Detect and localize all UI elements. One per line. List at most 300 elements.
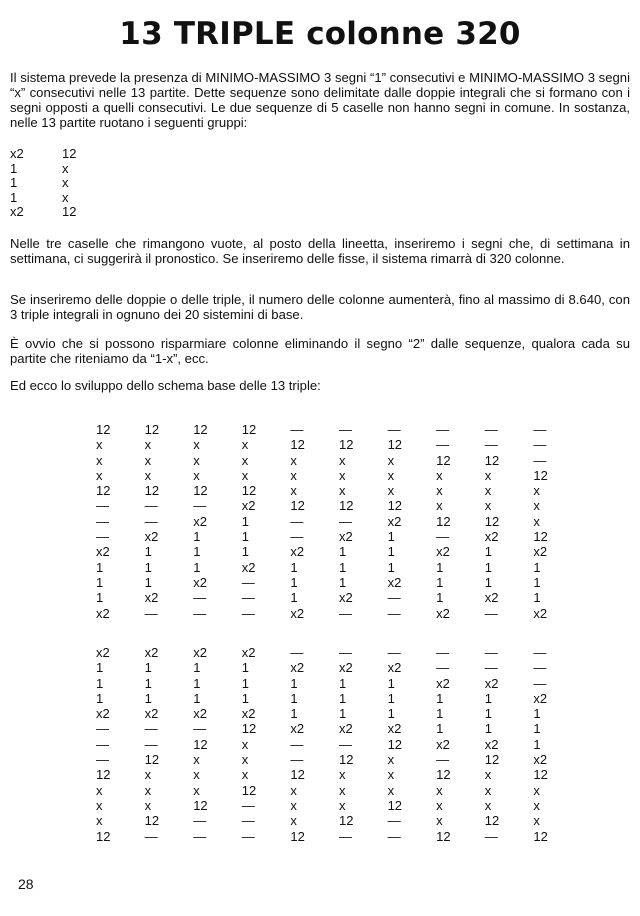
scheme-cell: x2 xyxy=(533,690,548,706)
scheme-cell: x2 xyxy=(338,721,353,737)
scheme-cell: — xyxy=(484,660,498,676)
scheme-cell: x xyxy=(144,467,152,483)
scheme-row xyxy=(96,422,582,437)
scheme-cell: x xyxy=(241,767,249,783)
scheme-cell: 1 xyxy=(144,675,152,691)
group-row xyxy=(10,205,102,220)
scheme-cell: x xyxy=(144,797,152,813)
scheme-row xyxy=(96,437,582,452)
scheme-cell: x xyxy=(484,483,492,499)
scheme-cell: 12 xyxy=(338,752,354,768)
scheme-cell: — xyxy=(387,590,401,606)
scheme-cell: — xyxy=(484,605,498,621)
scheme-cell: x xyxy=(533,513,540,529)
scheme-row xyxy=(96,721,582,736)
scheme-cell: 1 xyxy=(338,544,347,560)
scheme-cell: 1 xyxy=(533,736,541,752)
scheme-cell: 1 xyxy=(484,721,492,737)
group-cell: x2 xyxy=(10,146,24,161)
scheme-cell: 1 xyxy=(193,660,201,676)
scheme-cell: — xyxy=(338,513,352,529)
scheme-cell: x xyxy=(241,452,249,468)
scheme-cell: x xyxy=(193,437,200,453)
scheme-cell: x xyxy=(338,467,346,483)
scheme-cell: x2 xyxy=(290,544,305,560)
scheme-cell: x2 xyxy=(338,590,353,606)
scheme-cell: 12 xyxy=(96,483,111,499)
scheme-cell: — xyxy=(387,813,401,829)
scheme-cell: — xyxy=(290,736,304,752)
scheme-cell: — xyxy=(338,422,352,437)
page-number: 28 xyxy=(18,876,34,892)
scheme-cell: — xyxy=(241,590,255,606)
scheme-cell: x xyxy=(338,782,346,798)
scheme-cell: 1 xyxy=(193,544,201,560)
scheme-cell: — xyxy=(241,813,255,829)
scheme-cell: x2 xyxy=(144,529,159,545)
scheme-cell: x2 xyxy=(96,706,110,722)
scheme-row xyxy=(96,468,582,483)
scheme-cell: x xyxy=(533,498,540,514)
scheme-cell: — xyxy=(338,645,352,660)
scheme-cell: x xyxy=(533,813,540,829)
groups-list xyxy=(10,147,102,220)
scheme-cell: 12 xyxy=(387,437,403,453)
scheme-cell: 1 xyxy=(436,574,444,590)
scheme-cell: x2 xyxy=(193,513,207,529)
scheme-row xyxy=(96,798,582,813)
scheme-cell: 1 xyxy=(436,590,444,606)
scheme-cell: — xyxy=(193,498,207,514)
scheme-table-top xyxy=(96,422,582,621)
scheme-cell: — xyxy=(193,590,207,606)
scheme-row xyxy=(96,498,582,513)
scheme-cell: x xyxy=(144,782,152,798)
scheme-cell: — xyxy=(241,797,255,813)
scheme-cell: 12 xyxy=(96,828,111,844)
scheme-cell: 1 xyxy=(533,559,541,575)
scheme-cell: 12 xyxy=(144,483,160,499)
scheme-cell: 12 xyxy=(290,498,305,514)
scheme-cell: — xyxy=(144,605,158,621)
scheme-cell: x2 xyxy=(387,574,402,590)
scheme-cell: x xyxy=(387,752,395,768)
scheme-row xyxy=(96,676,582,691)
scheme-cell: x xyxy=(96,797,103,813)
group-cell: x xyxy=(62,160,69,176)
scheme-cell: x xyxy=(484,782,492,798)
scheme-cell: x xyxy=(436,813,443,829)
group-cell: x xyxy=(62,175,69,191)
scheme-cell: — xyxy=(144,498,158,514)
scheme-cell: 1 xyxy=(387,559,395,575)
scheme-cell: 12 xyxy=(241,721,257,737)
scheme-cell: — xyxy=(290,529,304,545)
paragraph-empty-cells: Nelle tre caselle che rimangono vuote, al posto della lineetta, inseriremo i segni che, di settimana in settimana, ci suggerirà il pronostico. Se inseriremo delle fisse, il sistema rimarrà di 320 colonne. xyxy=(10,236,630,266)
scheme-cell: x xyxy=(193,452,200,468)
scheme-cell: 1 xyxy=(436,721,444,737)
scheme-cell: 1 xyxy=(96,559,104,575)
scheme-cell: x xyxy=(387,452,395,468)
scheme-cell: 12 xyxy=(144,752,160,768)
scheme-cell: — xyxy=(144,736,158,752)
scheme-cell: x xyxy=(290,797,297,813)
scheme-cell: 1 xyxy=(290,706,298,722)
scheme-cell: 1 xyxy=(193,559,201,575)
scheme-cell: x2 xyxy=(484,675,499,691)
scheme-cell: — xyxy=(436,422,450,437)
scheme-cell: 1 xyxy=(387,675,395,691)
scheme-cell: x2 xyxy=(387,513,402,529)
scheme-cell: x xyxy=(193,782,200,798)
scheme-cell: — xyxy=(290,422,304,437)
scheme-cell: 12 xyxy=(436,452,451,468)
scheme-cell: — xyxy=(241,574,255,590)
scheme-cell: 1 xyxy=(533,706,541,722)
scheme-cell: 12 xyxy=(484,752,500,768)
scheme-cell: — xyxy=(144,513,158,529)
scheme-cell: x xyxy=(436,782,443,798)
scheme-row xyxy=(96,590,582,605)
scheme-cell: x xyxy=(96,467,103,483)
scheme-cell: x2 xyxy=(338,529,353,545)
scheme-cell: x xyxy=(533,782,540,798)
scheme-cell: x xyxy=(484,467,492,483)
scheme-cell: — xyxy=(533,437,547,453)
scheme-cell: 1 xyxy=(387,706,395,722)
scheme-cell: — xyxy=(96,752,109,768)
group-cell: x2 xyxy=(10,204,24,220)
scheme-cell: x2 xyxy=(193,574,207,590)
scheme-cell: x xyxy=(241,752,249,768)
scheme-cell: — xyxy=(241,828,255,844)
scheme-cell: — xyxy=(436,660,450,676)
scheme-cell: x xyxy=(387,782,395,798)
scheme-cell: 1 xyxy=(241,690,250,706)
scheme-cell: 1 xyxy=(241,529,250,545)
scheme-cell: — xyxy=(484,437,498,453)
scheme-cell: — xyxy=(96,513,109,529)
scheme-cell: 1 xyxy=(338,574,347,590)
scheme-cell: x2 xyxy=(241,498,256,514)
scheme-cell: x xyxy=(96,452,103,468)
scheme-cell: x2 xyxy=(338,660,353,676)
scheme-row xyxy=(96,691,582,706)
group-row xyxy=(10,191,102,206)
scheme-cell: — xyxy=(338,605,352,621)
scheme-cell: 1 xyxy=(144,660,152,676)
scheme-cell: x2 xyxy=(436,544,450,560)
scheme-cell: 1 xyxy=(241,544,250,560)
scheme-cell: x xyxy=(533,797,540,813)
scheme-cell: x xyxy=(484,767,492,783)
scheme-cell: 1 xyxy=(96,574,104,590)
scheme-cell: x xyxy=(484,797,492,813)
scheme-cell: — xyxy=(193,721,207,737)
scheme-cell: — xyxy=(533,645,547,660)
scheme-cell: x xyxy=(193,752,200,768)
scheme-cell: 1 xyxy=(241,513,250,529)
scheme-cell: x2 xyxy=(290,721,305,737)
scheme-cell: x2 xyxy=(436,605,450,621)
scheme-cell: 1 xyxy=(290,559,298,575)
scheme-row xyxy=(96,660,582,675)
scheme-cell: x2 xyxy=(241,645,256,660)
scheme-cell: 12 xyxy=(96,767,111,783)
scheme-cell: — xyxy=(193,828,207,844)
scheme-cell: x2 xyxy=(290,660,305,676)
scheme-cell: 1 xyxy=(436,559,444,575)
group-cell: 12 xyxy=(62,204,77,220)
scheme-cell: x2 xyxy=(533,605,548,621)
scheme-cell: 12 xyxy=(484,452,500,468)
paragraph-scheme-intro: Ed ecco lo sviluppo dello schema base delle 13 triple: xyxy=(10,378,321,393)
scheme-cell: 1 xyxy=(290,675,298,691)
scheme-cell: 1 xyxy=(193,675,201,691)
scheme-row xyxy=(96,737,582,752)
scheme-cell: 1 xyxy=(338,675,347,691)
intro-paragraph: Il sistema prevede la presenza di MINIMO-MASSIMO 3 segni “1” consecutivi e MINIMO-MASSIMO 3 segni “x” consecutivi nelle 13 partite. Dette sequenze sono delimitate dalle doppie integrali che si formano con i segni opposti a quelli consecutivi. Le due sequenze di 5 caselle non hanno segni in comune. In sostanza, nelle 13 partite ruotano i seguenti gruppi: xyxy=(10,70,630,130)
scheme-cell: x2 xyxy=(533,544,548,560)
scheme-cell: x2 xyxy=(96,645,110,660)
scheme-cell: 12 xyxy=(436,767,451,783)
group-row xyxy=(10,162,102,177)
scheme-cell: 1 xyxy=(96,590,104,606)
scheme-cell: x xyxy=(144,452,152,468)
scheme-cell: 1 xyxy=(484,544,492,560)
scheme-cell: — xyxy=(290,752,304,768)
scheme-cell: 1 xyxy=(387,544,395,560)
scheme-cell: x2 xyxy=(484,590,499,606)
scheme-cell: — xyxy=(338,736,352,752)
scheme-cell: 12 xyxy=(193,483,208,499)
scheme-cell: x xyxy=(484,498,492,514)
scheme-cell: x xyxy=(241,736,249,752)
group-row xyxy=(10,147,102,162)
scheme-cell: 12 xyxy=(290,767,305,783)
scheme-cell: x xyxy=(241,467,249,483)
scheme-cell: x xyxy=(144,767,152,783)
scheme-cell: x xyxy=(338,797,346,813)
scheme-cell: x2 xyxy=(144,706,159,722)
scheme-cell: — xyxy=(533,660,547,676)
scheme-cell: x xyxy=(290,782,297,798)
scheme-cell: x xyxy=(193,767,200,783)
scheme-cell: 1 xyxy=(144,544,152,560)
scheme-cell: 1 xyxy=(338,559,347,575)
scheme-cell: x xyxy=(290,483,297,499)
scheme-cell: 12 xyxy=(484,513,500,529)
scheme-cell: 12 xyxy=(533,529,548,545)
scheme-cell: x xyxy=(387,767,395,783)
scheme-cell: 12 xyxy=(290,828,305,844)
scheme-cell: — xyxy=(144,721,158,737)
scheme-cell: 1 xyxy=(387,529,395,545)
scheme-cell: 1 xyxy=(193,529,201,545)
scheme-cell: 1 xyxy=(241,660,250,676)
scheme-cell: x xyxy=(241,437,249,453)
scheme-cell: 1 xyxy=(144,559,152,575)
scheme-cell: 1 xyxy=(144,574,152,590)
scheme-cell: 12 xyxy=(436,513,451,529)
scheme-row xyxy=(96,813,582,828)
group-cell: x xyxy=(62,189,69,205)
scheme-row xyxy=(96,575,582,590)
scheme-cell: x2 xyxy=(96,605,110,621)
scheme-cell: 12 xyxy=(338,498,354,514)
scheme-cell: — xyxy=(290,645,304,660)
scheme-cell: x xyxy=(533,483,540,499)
group-cell: 12 xyxy=(62,146,77,161)
scheme-cell: x xyxy=(144,437,152,453)
paragraph-saving-columns: È ovvio che si possono risparmiare colonne eliminando il segno “2” dalle sequenze, qualora cada su partite che riteniamo da “1-x”, ecc. xyxy=(10,336,630,366)
scheme-cell: x2 xyxy=(144,590,159,606)
scheme-cell: x xyxy=(387,467,395,483)
paragraph-doubles-triples: Se inseriremo delle doppie o delle triple, il numero delle colonne aumenterà, fino al massimo di 8.640, con 3 triple integrali in ognuno dei 20 sistemini di base. xyxy=(10,292,630,322)
scheme-row xyxy=(96,767,582,782)
scheme-cell: x2 xyxy=(436,675,450,691)
scheme-cell: x2 xyxy=(144,645,159,660)
scheme-row xyxy=(96,514,582,529)
scheme-row xyxy=(96,560,582,575)
scheme-cell: 12 xyxy=(533,467,548,483)
group-cell: 1 xyxy=(10,160,18,176)
scheme-cell: x xyxy=(290,467,297,483)
scheme-cell: 12 xyxy=(144,422,160,437)
scheme-cell: 1 xyxy=(290,574,298,590)
scheme-cell: 12 xyxy=(387,797,403,813)
scheme-cell: — xyxy=(338,828,352,844)
scheme-cell: 12 xyxy=(193,422,208,437)
scheme-cell: x2 xyxy=(241,706,256,722)
scheme-cell: 1 xyxy=(290,590,298,606)
scheme-cell: — xyxy=(436,437,450,453)
scheme-cell: x xyxy=(436,483,443,499)
scheme-cell: — xyxy=(387,422,401,437)
scheme-cell: x2 xyxy=(387,660,402,676)
scheme-cell: 12 xyxy=(241,422,257,437)
scheme-cell: 1 xyxy=(387,690,395,706)
scheme-cell: — xyxy=(96,721,109,737)
scheme-row xyxy=(96,752,582,767)
scheme-cell: — xyxy=(290,513,304,529)
scheme-cell: x xyxy=(436,797,443,813)
group-cell: 1 xyxy=(10,175,18,191)
scheme-cell: 12 xyxy=(533,767,548,783)
scheme-cell: 1 xyxy=(144,690,152,706)
scheme-cell: x xyxy=(96,782,103,798)
scheme-cell: — xyxy=(96,498,109,514)
scheme-cell: — xyxy=(436,645,450,660)
group-row xyxy=(10,176,102,191)
scheme-cell: — xyxy=(144,828,158,844)
scheme-cell: — xyxy=(387,605,401,621)
scheme-cell: x2 xyxy=(193,645,207,660)
scheme-cell: x xyxy=(338,483,346,499)
scheme-cell: 1 xyxy=(533,590,541,606)
scheme-row xyxy=(96,529,582,544)
scheme-cell: 1 xyxy=(484,706,492,722)
scheme-row xyxy=(96,706,582,721)
scheme-cell: x2 xyxy=(193,706,207,722)
group-cell: 1 xyxy=(10,189,18,205)
scheme-cell: x xyxy=(338,452,346,468)
scheme-cell: x2 xyxy=(241,559,256,575)
scheme-cell: 1 xyxy=(436,706,444,722)
scheme-cell: — xyxy=(533,675,547,691)
scheme-cell: 1 xyxy=(484,559,492,575)
scheme-cell: 1 xyxy=(290,690,298,706)
scheme-cell: — xyxy=(533,422,547,437)
scheme-cell: x xyxy=(387,483,395,499)
scheme-cell: — xyxy=(436,752,450,768)
scheme-cell: 12 xyxy=(436,828,451,844)
scheme-cell: x xyxy=(96,437,103,453)
scheme-cell: — xyxy=(484,422,498,437)
scheme-cell: x xyxy=(290,813,297,829)
scheme-cell: 1 xyxy=(96,660,104,676)
scheme-cell: 12 xyxy=(338,813,354,829)
scheme-cell: — xyxy=(193,813,207,829)
scheme-cell: 1 xyxy=(484,574,492,590)
scheme-cell: 1 xyxy=(193,690,201,706)
scheme-cell: 1 xyxy=(338,690,347,706)
scheme-cell: x2 xyxy=(387,721,402,737)
scheme-cell: 12 xyxy=(241,483,257,499)
scheme-cell: 1 xyxy=(533,574,541,590)
scheme-cell: 1 xyxy=(484,690,492,706)
scheme-cell: x xyxy=(338,767,346,783)
scheme-cell: x2 xyxy=(484,736,499,752)
scheme-cell: 12 xyxy=(338,437,354,453)
scheme-cell: — xyxy=(387,828,401,844)
scheme-cell: — xyxy=(387,645,401,660)
scheme-cell: x2 xyxy=(436,736,450,752)
scheme-cell: 12 xyxy=(96,422,111,437)
scheme-cell: 1 xyxy=(436,690,444,706)
scheme-cell: — xyxy=(484,828,498,844)
scheme-cell: x xyxy=(436,498,443,514)
scheme-cell: x xyxy=(436,467,443,483)
scheme-cell: — xyxy=(96,736,109,752)
scheme-cell: — xyxy=(533,452,547,468)
scheme-cell: 12 xyxy=(387,498,403,514)
scheme-cell: 1 xyxy=(533,721,541,737)
scheme-cell: 12 xyxy=(533,828,548,844)
scheme-row xyxy=(96,783,582,798)
scheme-cell: x xyxy=(290,452,297,468)
scheme-cell: 1 xyxy=(96,675,104,691)
scheme-cell: x2 xyxy=(533,752,548,768)
scheme-cell: — xyxy=(241,605,255,621)
scheme-row xyxy=(96,483,582,498)
scheme-cell: 12 xyxy=(241,782,257,798)
scheme-cell: 1 xyxy=(96,690,104,706)
scheme-row xyxy=(96,544,582,559)
scheme-row xyxy=(96,645,582,660)
scheme-row xyxy=(96,829,582,844)
scheme-cell: x xyxy=(193,467,200,483)
scheme-cell: 12 xyxy=(144,813,160,829)
scheme-cell: — xyxy=(193,605,207,621)
scheme-cell: x xyxy=(96,813,103,829)
scheme-cell: 1 xyxy=(241,675,250,691)
scheme-cell: 1 xyxy=(338,706,347,722)
page-title: 13 TRIPLE colonne 320 xyxy=(119,16,521,52)
scheme-cell: 12 xyxy=(193,797,208,813)
scheme-cell: x2 xyxy=(96,544,110,560)
scheme-cell: — xyxy=(436,529,450,545)
